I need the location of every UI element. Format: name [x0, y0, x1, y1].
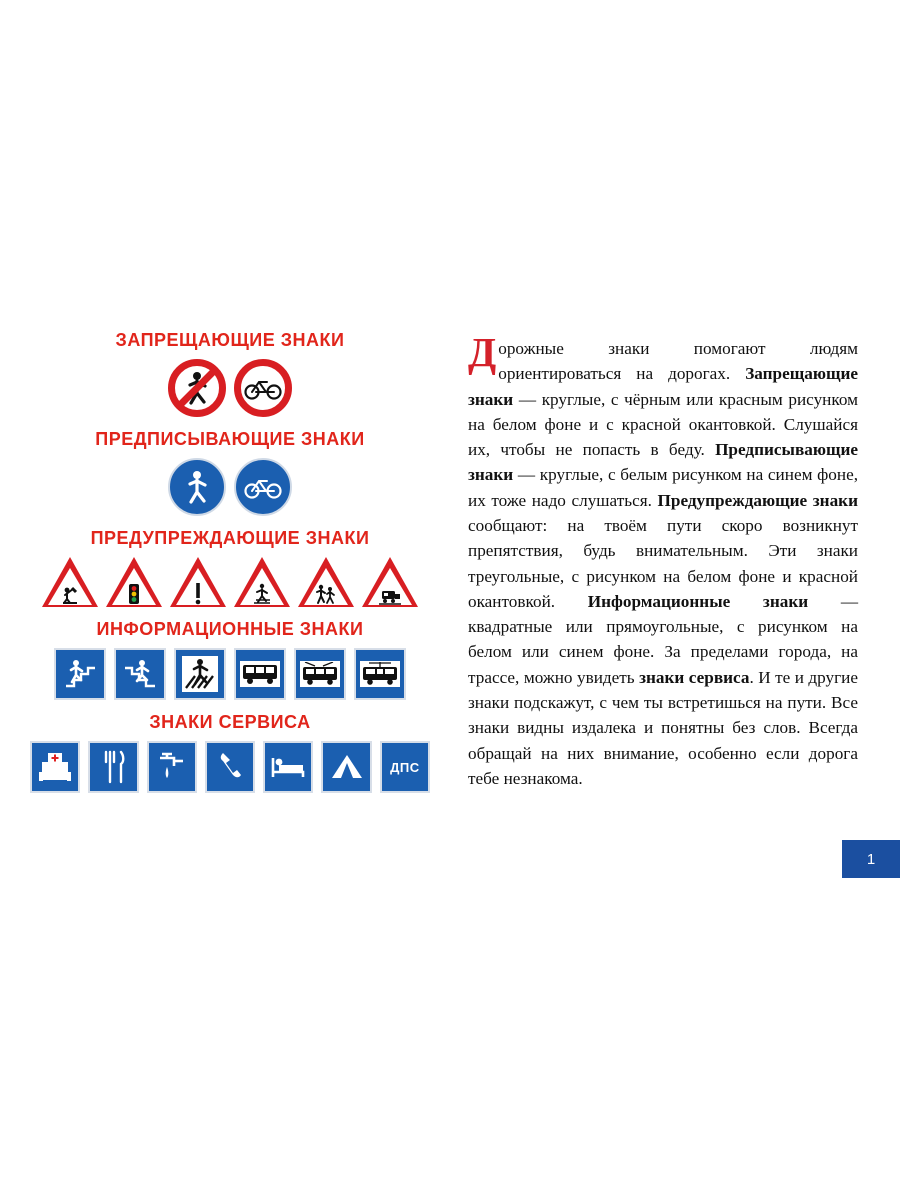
- overpass-icon: [122, 656, 158, 692]
- sign-row-information: [30, 648, 430, 700]
- roadworks-sign: [42, 557, 98, 607]
- hotel-sign: [263, 741, 313, 793]
- bus-icon: [241, 663, 279, 685]
- drop-cap: Д: [468, 329, 497, 375]
- train-icon: [362, 587, 418, 605]
- food-sign: [88, 741, 138, 793]
- bicycle-icon: [241, 366, 285, 410]
- tap-icon: [156, 750, 188, 784]
- campsite-sign: [321, 741, 371, 793]
- bus-plate: [240, 661, 280, 687]
- drinking-water-sign: [147, 741, 197, 793]
- pedestrian-path-sign: [168, 458, 226, 516]
- section-title-prohibitory: ЗАПРЕЩАЮЩИЕ ЗНАКИ: [115, 330, 345, 350]
- first-aid-icon: [36, 750, 74, 784]
- telephone-sign: [205, 741, 255, 793]
- sign-row-warning: [30, 557, 430, 607]
- children-icon: [298, 583, 354, 605]
- railway-crossing-sign: [362, 557, 418, 607]
- children-warning-sign: [298, 557, 354, 607]
- roadworks-icon: [42, 585, 98, 605]
- trolleybus-stop-sign: [294, 648, 346, 700]
- bicycle-path-sign: [234, 458, 292, 516]
- bicycle-icon: [236, 460, 290, 514]
- column-divider: [449, 0, 450, 1200]
- traffic-signals-sign: [106, 557, 162, 607]
- underpass-icon: [62, 656, 98, 692]
- traffic-light-icon: [106, 583, 162, 605]
- tram-stop-sign: [354, 648, 406, 700]
- pedestrian-crossing-icon: [234, 583, 290, 605]
- crossing-plate: [182, 656, 218, 692]
- no-pedestrians-sign: [168, 359, 226, 417]
- bed-icon: [270, 752, 306, 782]
- no-bicycles-sign: [234, 359, 292, 417]
- article-text: [468, 329, 859, 791]
- cutlery-icon: [100, 750, 126, 784]
- exclamation-icon: [170, 583, 226, 605]
- sign-row-service: [30, 741, 430, 793]
- trolleybus-plate: [300, 661, 340, 687]
- underpass-sign: [54, 648, 106, 700]
- tent-icon: [330, 752, 364, 782]
- sign-row-prohibitory: [30, 359, 430, 417]
- overpass-sign: [114, 648, 166, 700]
- other-danger-sign: [170, 557, 226, 607]
- section-title-service: ЗНАКИ СЕРВИСА: [149, 712, 311, 732]
- trolleybus-icon: [301, 662, 339, 686]
- article-paragraph: [468, 329, 859, 791]
- section-title-information: ИНФОРМАЦИОННЫЕ ЗНАКИ: [96, 619, 364, 639]
- section-title-mandatory: ПРЕДПИСЫВАЮЩИЕ ЗНАКИ: [95, 429, 365, 449]
- bus-stop-sign: [234, 648, 286, 700]
- tram-plate: [360, 661, 400, 687]
- pedestrian-icon: [170, 460, 224, 514]
- pedestrian-crossing-sign: [174, 648, 226, 700]
- page-number: 1: [866, 850, 876, 868]
- road-sign-chart: [30, 330, 430, 805]
- sign-row-mandatory: [30, 458, 430, 516]
- tram-icon: [361, 662, 399, 686]
- article-body: орожные знаки помогают людям ориентироваться на дорогах. Запрещающие знаки — круглые, с чёрным или красным рисунком на белом фоне и с красной окантовкой. Слушайся их, чтобы не попасть в беду. Предписывающие знаки — круглые, с белым рисунком на синем фоне, их тоже надо слушаться. Предупреждающие знаки сообщают: на твоём пути скоро возникнут препятствия, будь внимательным. Эти знаки треугольные, с рисунком на белом фоне и красной окантовкой. Информационные знаки — квадратные или прямоугольные, с рисунком на белом или синем фоне. За пределами города, на трассе, можно увидеть знаки сервиса. И те и другие знаки подскажут, с чем ты встретишься на пути. Все знаки видны издалека и понятны без слов. Всегда обращай на них внимание, особенно если дорога тебе незнакома.: [468, 339, 859, 788]
- page-number-tab: [842, 840, 900, 878]
- section-title-warning: ПРЕДУПРЕЖДАЮЩИЕ ЗНАКИ: [90, 528, 370, 548]
- pedestrian-crossing-warning-sign: [234, 557, 290, 607]
- police-post-sign: [380, 741, 430, 793]
- pedestrian-crossing-icon: [182, 656, 218, 692]
- police-post-label: ДПС: [390, 759, 420, 775]
- telephone-icon: [216, 750, 244, 784]
- first-aid-sign: [30, 741, 80, 793]
